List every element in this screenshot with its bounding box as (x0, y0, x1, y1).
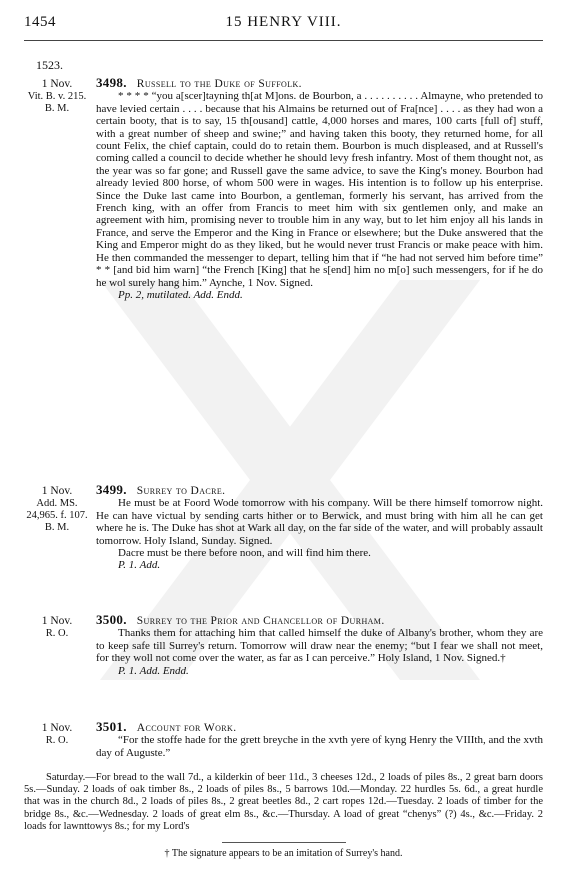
entry-number: 3499. (96, 482, 127, 497)
entry-body (96, 77, 543, 301)
page-header (24, 14, 543, 34)
entry-quote: “For the stoffe hade for the grett breyche in the xvth yere of kyng Henry the VIIIth, and the xvth day of Auguste.” (96, 734, 543, 759)
entry-date: 1 Nov. (41, 78, 73, 90)
entry-date: 1 Nov. (41, 722, 73, 734)
entry-note: P. 1. Add. (118, 559, 161, 572)
entry-number: 3501. (96, 719, 127, 734)
entry-text: * * * * “you a[scer]tayning th[at M]ons. de Bourbon, a . . . . . . . . . . Almayne, who pretended to have levied certain . . . . because that his Almains be returned out of Fra[nce] . . . . as they had won a certain booty, that is to say, 15 th[ousand] cattle, 4,000 horses and mares, 100 carts [full of] stuff, with a great number of sheep and swine;” and having taken this booty, they returned home, for all count Felix, the chief captain, could do to retain them. Bourbon is much displeased, and at Russell's coming called a council to decide whether he should levy fresh infantry. Most of them thought not, as the year was so far gone; and Russell gave the same advice, to save the King's money. Bourbon had already levied 800 horse, of whom 500 were in wages. His intention is to follow up his enterprise. Since the Duke last came into Bourbon, a gentleman, formerly his servant, has arrived from the French king, with an offer from Francis to meet him with six gentlemen only, and make an agreement with him, promising never to trouble him in any way, but to let him enjoy all his lands in France, and serve the Emperor and the King in France or elsewhere; but the Duke answered that the King and Emperor might do as they liked, but he would never trust Francis or make peace with him. He then commanded the messenger to depart, telling him that if “he had not served him before time” * * [and bid him warn] “the French [King] that he s[end] him no m[o] such messengers, for if he do he wol surely hang him.” Aynche, 1 Nov. Signed. (96, 90, 543, 289)
entry-heading: Surrey to Dacre. (136, 485, 226, 497)
entry-ref: 24,965. f. 107. (26, 510, 88, 521)
page-number: 1454 (24, 14, 56, 30)
entry-text-2: Dacre must be there before noon, and will find him there. (118, 547, 371, 560)
entry-margin (24, 721, 90, 747)
entry-margin (24, 77, 90, 115)
entry-ref: R. O. (45, 628, 69, 639)
header-rule (24, 40, 543, 41)
entry-margin (24, 484, 90, 534)
running-title: 15 HENRY VIII. (225, 14, 342, 30)
entry-date: 1 Nov. (41, 485, 73, 497)
entry-ref: B. M. (44, 103, 70, 114)
entry-number: 3500. (96, 612, 127, 627)
entry-body (96, 484, 543, 572)
entry-ref: Add. MS. (36, 498, 78, 509)
entry-note: Pp. 2, mutilated. Add. Endd. (118, 288, 243, 301)
entry-note: P. 1. Add. Endd. (118, 664, 189, 677)
footnote-rule (222, 842, 346, 843)
footnote: † The signature appears to be an imitation of Surrey's hand. (164, 848, 403, 859)
entry-text: Saturday.—For bread to the wall 7d., a kilderkin of beer 11d., 3 cheeses 12d., 2 loads of piles 8s., 2 great barn doors 5s.—Sunday. 2 loads of oak timber 8s., 2 loads of piles 8s., 5 barrows 10d.—Monday. 22 hurdles 5s. 6d., a great hurdle that was in the church 8d., 2 loads of piles 8s., 2 great beetles 8d., 2 cart ropes 12d.—Tuesday. 2 loads of timber for the bridge 8s., &c.—Wednesday. 2 loads of great elm 8s., &c.—Thursday. A load of great “chenys” (?) 4s., &c.—Friday. 2 loads for lawnttowys 8s.; for my Lord's (24, 772, 543, 832)
entry-ref: R. O. (45, 735, 69, 746)
entry-margin (24, 614, 90, 640)
year-label: 1523. (36, 58, 63, 72)
entry-heading: Account for Work. (136, 722, 237, 734)
entry-heading: Russell to the Duke of Suffolk. (136, 78, 302, 90)
entry-date: 1 Nov. (41, 615, 73, 627)
entry-number: 3498. (96, 75, 127, 90)
account-items (24, 772, 543, 833)
entry-text: Thanks them for attaching him that called himself the duke of Albany's brother, whom they are to keep safe till Surrey's return. Tomorrow will draw near the enemy; “but I fear we shall not meet, for they woll not come over the water, as far as I can perceive.” Holy Island, 1 Nov. Signed.† (96, 627, 543, 665)
entry-ref: Vit. B. v. 215. (27, 91, 87, 102)
entry-text: He must be at Foord Wode tomorrow with his company. Will be there himself tomorrow night. He can have victual by sending carts hither or to Berwick, and must bring with him all he can get where he is. The Duke has shot at Wark all day, on the far side of the water, and will probably assault tomorrow. Holy Island, Sunday. Signed. (96, 497, 543, 547)
entry-body (96, 721, 543, 759)
entry-ref: B. M. (44, 522, 70, 533)
entry-heading: Surrey to the Prior and Chancellor of Durham. (136, 615, 385, 627)
entry-body (96, 614, 543, 677)
